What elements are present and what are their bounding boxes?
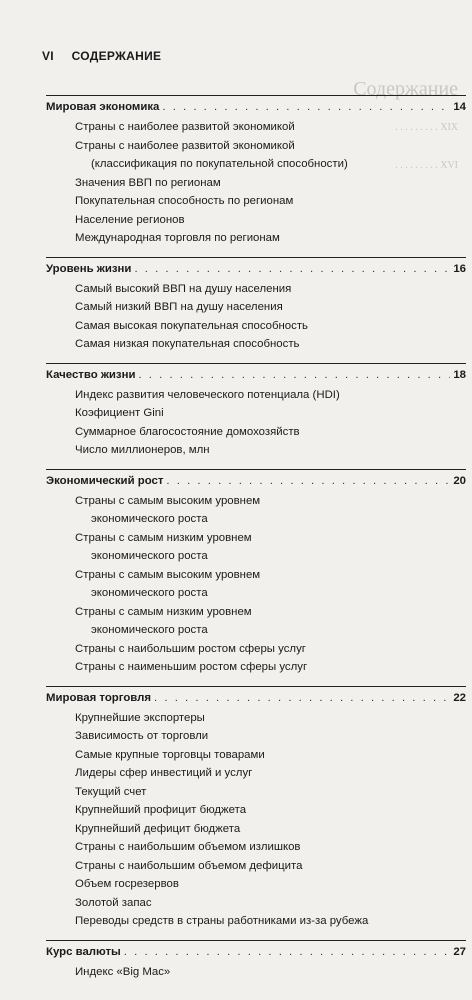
toc-section [46,95,466,248]
subitem-text: Суммарное благосостояние домохозяйств [75,425,300,438]
toc-subitem [75,192,466,211]
running-header-title: СОДЕРЖАНИЕ [71,49,162,63]
toc-subitems [46,280,466,354]
subitem-text: Страны с самым низким уровнем [75,531,252,544]
subitem-text: Индекс развития человеческого потенциала (HDI) [75,388,340,401]
section-page-number: 22 [453,691,466,704]
toc-section-heading [46,101,466,118]
subitem-text: Международная торговля по регионам [75,232,280,244]
toc-section-heading [46,692,466,709]
subitem-text: Население регионов [75,213,185,226]
toc-section-heading [46,946,466,963]
section-page-number: 18 [453,368,466,381]
section-title: Курс валюты [46,945,121,958]
toc-subitem [75,658,466,677]
subitem-continuation: экономического роста [91,624,208,636]
toc-subitem [75,820,466,839]
subitem-text: Страны с самым низким уровнем [75,605,252,618]
toc-subitem [75,801,466,820]
toc-subitem [75,211,466,230]
toc-subitem [75,386,466,405]
section-page-number: 20 [453,474,466,487]
subitem-text: Зависимость от торговли [75,730,209,742]
toc-section [46,940,466,982]
subitem-text: Крупнейший дефицит бюджета [75,822,241,835]
toc-subitems [46,963,466,982]
toc-subitem [75,423,466,442]
bleed-through-line: . . . . . . . . . XVI [395,160,458,171]
subitem-text: Переводы средств в страны работниками из-за рубежа [75,915,369,927]
subitem-text: Страны с наиболее развитой экономикой [75,139,295,152]
toc-section [46,469,466,677]
toc-subitem [75,857,466,876]
dot-leader [166,475,450,487]
dot-leader [124,946,451,958]
section-page-number: 14 [453,101,466,113]
toc-section-heading [46,263,466,280]
toc-subitem [75,529,466,566]
toc-subitem [75,441,466,460]
section-title: Уровень жизни [46,262,132,275]
subitem-text: Самый высокий ВВП на душу населения [75,282,292,295]
subitem-text: Крупнейший профицит бюджета [75,804,247,816]
subitem-text: Значения ВВП по регионам [75,176,221,189]
subitem-text: Страны с наибольшим ростом сферы услуг [75,642,306,655]
toc-subitem [75,838,466,857]
running-header [42,49,161,63]
subitem-text: Страны с наименьшим ростом сферы услуг [75,661,308,673]
subitem-text: Лидеры сфер инвестиций и услуг [75,767,253,779]
subitem-text: Коэфициент Gini [75,407,164,419]
toc-section [46,686,466,931]
subitem-text: Самая низкая покупательная способность [75,338,300,350]
toc-section-heading [46,369,466,386]
subitem-text: Страны с самым высоким уровнем [75,568,261,581]
subitem-text: Самые крупные торговцы товарами [75,748,265,761]
toc-subitem [75,746,466,765]
toc-subitems [46,492,466,677]
toc-subitems [46,709,466,931]
toc-subitems [46,386,466,460]
subitem-continuation: (классификация по покупательной способности) [91,158,348,170]
toc-subitem [75,764,466,783]
toc-subitem [75,280,466,299]
section-title: Мировая экономика [46,101,160,113]
subitem-continuation: экономического роста [91,550,208,562]
toc-subitem [75,118,466,137]
toc-subitem [75,174,466,193]
subitem-text: Страны с наиболее развитой экономикой [75,121,295,133]
section-title: Качество жизни [46,368,136,381]
toc-subitem [75,640,466,659]
subitem-continuation: экономического роста [91,587,208,599]
subitem-text: Число миллионеров, млн [75,444,210,456]
subitem-text: Золотой запас [75,896,152,909]
subitem-text: Самый низкий ВВП на душу населения [75,301,283,313]
toc-subitem [75,727,466,746]
subitem-text: Крупнейшие экспортеры [75,711,205,724]
dot-leader [154,692,450,704]
toc-section [46,257,466,354]
toc-subitem [75,894,466,913]
section-title: Мировая торговля [46,691,152,704]
section-page-number: 16 [453,262,466,275]
toc-subitem [75,335,466,354]
toc-subitem [75,783,466,802]
section-title: Экономический рост [46,474,164,487]
dot-leader [134,263,450,275]
subitem-text: Текущий счет [75,785,147,798]
subitem-continuation: экономического роста [91,513,208,525]
toc-subitem [75,492,466,529]
subitem-text: Страны с самым высоким уровнем [75,494,261,507]
toc-subitem [75,298,466,317]
toc-subitem [75,709,466,728]
toc-subitem [75,912,466,931]
subitem-text: Объем госрезервов [75,878,179,890]
toc-subitems [46,118,466,248]
toc-subitem [75,566,466,603]
page-number-roman: VI [42,49,54,63]
toc-section [46,363,466,460]
dot-leader [162,101,450,113]
subitem-text: Индекс «Big Mac» [75,965,171,978]
toc-subitem [75,137,466,174]
subitem-text: Самая высокая покупательная способность [75,319,308,332]
toc-section-heading [46,475,466,492]
dot-leader [138,369,450,381]
toc-subitem [75,317,466,336]
table-of-contents [46,95,466,990]
toc-subitem [75,875,466,894]
toc-subitem [75,229,466,248]
subitem-text: Страны с наибольшим объемом излишков [75,841,301,853]
toc-subitem [75,963,466,982]
bleed-through-heading: Содержание [353,78,458,100]
bleed-through-line: . . . . . . . . . XIX [395,122,458,133]
subitem-text: Страны с наибольшим объемом дефицита [75,859,303,872]
section-page-number: 27 [453,945,466,958]
toc-subitem [75,404,466,423]
subitem-text: Покупательная способность по регионам [75,195,294,207]
toc-subitem [75,603,466,640]
